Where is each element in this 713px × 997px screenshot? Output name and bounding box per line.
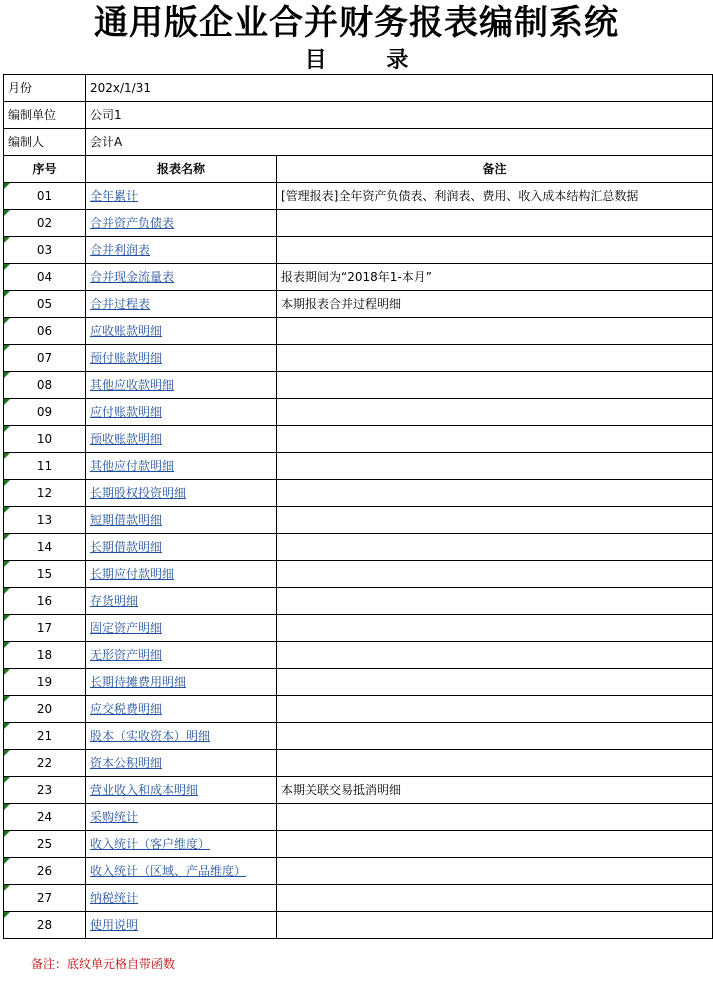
row-name-cell — [86, 318, 277, 345]
sheet-link[interactable]: 存货明细 — [90, 594, 139, 608]
row-number: 06 — [4, 318, 86, 345]
row-name-cell — [86, 291, 277, 318]
row-remark — [277, 399, 713, 426]
info-label-unit: 编制单位 — [4, 102, 86, 129]
column-header-seq: 序号 — [4, 156, 86, 183]
table-row — [4, 264, 713, 291]
sheet-link[interactable]: 纳税统计 — [90, 891, 139, 905]
table-row — [4, 318, 713, 345]
row-number: 05 — [4, 291, 86, 318]
row-number: 23 — [4, 777, 86, 804]
page-title: 通用版企业合并财务报表编制系统 — [94, 3, 619, 43]
row-number: 04 — [4, 264, 86, 291]
table-row — [4, 696, 713, 723]
table-row — [4, 372, 713, 399]
row-remark — [277, 345, 713, 372]
row-number: 15 — [4, 561, 86, 588]
row-name-cell — [86, 723, 277, 750]
sheet-link[interactable]: 营业收入和成本明细 — [90, 783, 199, 797]
sheet-link[interactable]: 预付账款明细 — [90, 351, 163, 365]
row-remark — [277, 588, 713, 615]
row-name-cell — [86, 183, 277, 210]
sheet-link[interactable]: 资本公积明细 — [90, 756, 163, 770]
table-row — [4, 885, 713, 912]
row-remark — [277, 642, 713, 669]
sheet-link[interactable]: 合并利润表 — [90, 243, 151, 257]
sheet-link[interactable]: 全年累计 — [90, 189, 139, 203]
row-remark — [277, 615, 713, 642]
row-remark — [277, 912, 713, 939]
sheet-link[interactable]: 应收账款明细 — [90, 324, 163, 338]
table-row — [4, 399, 713, 426]
row-name-cell — [86, 480, 277, 507]
row-remark — [277, 507, 713, 534]
row-remark — [277, 318, 713, 345]
sheet-link[interactable]: 应交税费明细 — [90, 702, 163, 716]
row-name-cell — [86, 777, 277, 804]
sheet-link[interactable]: 预收账款明细 — [90, 432, 163, 446]
table-row — [4, 669, 713, 696]
row-remark — [277, 696, 713, 723]
info-value-preparer[interactable]: 会计A — [86, 129, 713, 156]
table-row — [4, 750, 713, 777]
page-subtitle: 目 录 — [304, 47, 435, 73]
row-number: 27 — [4, 885, 86, 912]
row-remark: 本期报表合并过程明细 — [277, 291, 713, 318]
info-row-preparer — [4, 129, 713, 156]
row-remark — [277, 669, 713, 696]
row-number: 28 — [4, 912, 86, 939]
row-name-cell — [86, 264, 277, 291]
info-value-unit[interactable]: 公司1 — [86, 102, 713, 129]
row-number: 03 — [4, 237, 86, 264]
row-number: 16 — [4, 588, 86, 615]
row-number: 13 — [4, 507, 86, 534]
column-header-name: 报表名称 — [86, 156, 277, 183]
sheet-link[interactable]: 收入统计（区域、产品维度） — [90, 864, 247, 878]
table-row — [4, 912, 713, 939]
table-row — [4, 480, 713, 507]
row-name-cell — [86, 372, 277, 399]
row-remark — [277, 453, 713, 480]
row-remark: 本期关联交易抵消明细 — [277, 777, 713, 804]
row-name-cell — [86, 588, 277, 615]
table-row — [4, 831, 713, 858]
row-number: 02 — [4, 210, 86, 237]
row-name-cell — [86, 399, 277, 426]
row-remark — [277, 885, 713, 912]
row-remark — [277, 210, 713, 237]
row-remark: 报表期间为“2018年1-本月” — [277, 264, 713, 291]
sheet-link[interactable]: 应付账款明细 — [90, 405, 163, 419]
row-number: 17 — [4, 615, 86, 642]
row-name-cell — [86, 345, 277, 372]
table-row — [4, 858, 713, 885]
row-name-cell — [86, 561, 277, 588]
row-name-cell — [86, 453, 277, 480]
column-header-remark: 备注 — [277, 156, 713, 183]
footer-note: 备注：底纹单元格自带函数 — [31, 957, 176, 971]
row-name-cell — [86, 642, 277, 669]
row-number: 01 — [4, 183, 86, 210]
sheet-link[interactable]: 合并现金流量表 — [90, 270, 175, 284]
table-row — [4, 426, 713, 453]
row-number: 18 — [4, 642, 86, 669]
info-row-month — [4, 75, 713, 102]
row-remark: [管理报表]全年资产负债表、利润表、费用、收入成本结构汇总数据 — [277, 183, 713, 210]
row-name-cell — [86, 804, 277, 831]
row-remark — [277, 831, 713, 858]
row-remark — [277, 750, 713, 777]
table-row — [4, 183, 713, 210]
sheet-link[interactable]: 其他应收款明细 — [90, 378, 175, 392]
catalog-table-body — [4, 75, 713, 939]
table-row — [4, 210, 713, 237]
row-name-cell — [86, 615, 277, 642]
row-remark — [277, 858, 713, 885]
row-number: 07 — [4, 345, 86, 372]
row-number: 24 — [4, 804, 86, 831]
sheet-link[interactable]: 固定资产明细 — [90, 621, 163, 635]
row-remark — [277, 480, 713, 507]
sheet-link[interactable]: 无形资产明细 — [90, 648, 163, 662]
info-label-month: 月份 — [4, 75, 86, 102]
row-remark — [277, 426, 713, 453]
row-name-cell — [86, 831, 277, 858]
sheet-link[interactable]: 合并资产负债表 — [90, 216, 175, 230]
row-number: 21 — [4, 723, 86, 750]
row-remark — [277, 804, 713, 831]
row-remark — [277, 372, 713, 399]
table-row — [4, 534, 713, 561]
table-row — [4, 291, 713, 318]
table-row — [4, 804, 713, 831]
sheet-link[interactable]: 收入统计（客户维度） — [90, 837, 211, 851]
table-row — [4, 642, 713, 669]
row-number: 26 — [4, 858, 86, 885]
table-row — [4, 237, 713, 264]
info-value-month[interactable]: 202x/1/31 — [86, 75, 713, 102]
row-name-cell — [86, 210, 277, 237]
row-name-cell — [86, 858, 277, 885]
table-row — [4, 723, 713, 750]
row-number: 20 — [4, 696, 86, 723]
row-remark — [277, 534, 713, 561]
info-row-unit — [4, 102, 713, 129]
table-row — [4, 615, 713, 642]
sheet-link[interactable]: 长期应付款明细 — [90, 567, 175, 581]
row-name-cell — [86, 507, 277, 534]
sheet-link[interactable]: 合并过程表 — [90, 297, 151, 311]
row-number: 12 — [4, 480, 86, 507]
row-number: 09 — [4, 399, 86, 426]
sheet-link[interactable]: 长期股权投资明细 — [90, 486, 187, 500]
table-row — [4, 507, 713, 534]
table-row — [4, 588, 713, 615]
row-name-cell — [86, 669, 277, 696]
sheet-link[interactable]: 长期借款明细 — [90, 540, 163, 554]
row-number: 10 — [4, 426, 86, 453]
row-name-cell — [86, 750, 277, 777]
table-row — [4, 561, 713, 588]
row-name-cell — [86, 426, 277, 453]
sheet-link[interactable]: 使用说明 — [90, 918, 139, 932]
info-label-preparer: 编制人 — [4, 129, 86, 156]
row-number: 19 — [4, 669, 86, 696]
row-number: 25 — [4, 831, 86, 858]
table-row — [4, 453, 713, 480]
row-name-cell — [86, 534, 277, 561]
row-remark — [277, 723, 713, 750]
table-row — [4, 777, 713, 804]
row-name-cell — [86, 885, 277, 912]
row-number: 08 — [4, 372, 86, 399]
row-name-cell — [86, 696, 277, 723]
row-number: 14 — [4, 534, 86, 561]
catalog-table — [3, 74, 713, 939]
sheet-link[interactable]: 长期待摊费用明细 — [90, 675, 187, 689]
sheet-link[interactable]: 采购统计 — [90, 810, 139, 824]
row-number: 11 — [4, 453, 86, 480]
row-name-cell — [86, 237, 277, 264]
row-remark — [277, 561, 713, 588]
row-remark — [277, 237, 713, 264]
table-row — [4, 345, 713, 372]
row-number: 22 — [4, 750, 86, 777]
row-name-cell — [86, 912, 277, 939]
sheet-link[interactable]: 短期借款明细 — [90, 513, 163, 527]
sheet-link[interactable]: 股本（实收资本）明细 — [90, 729, 211, 743]
sheet-link[interactable]: 其他应付款明细 — [90, 459, 175, 473]
table-header-row — [4, 156, 713, 183]
